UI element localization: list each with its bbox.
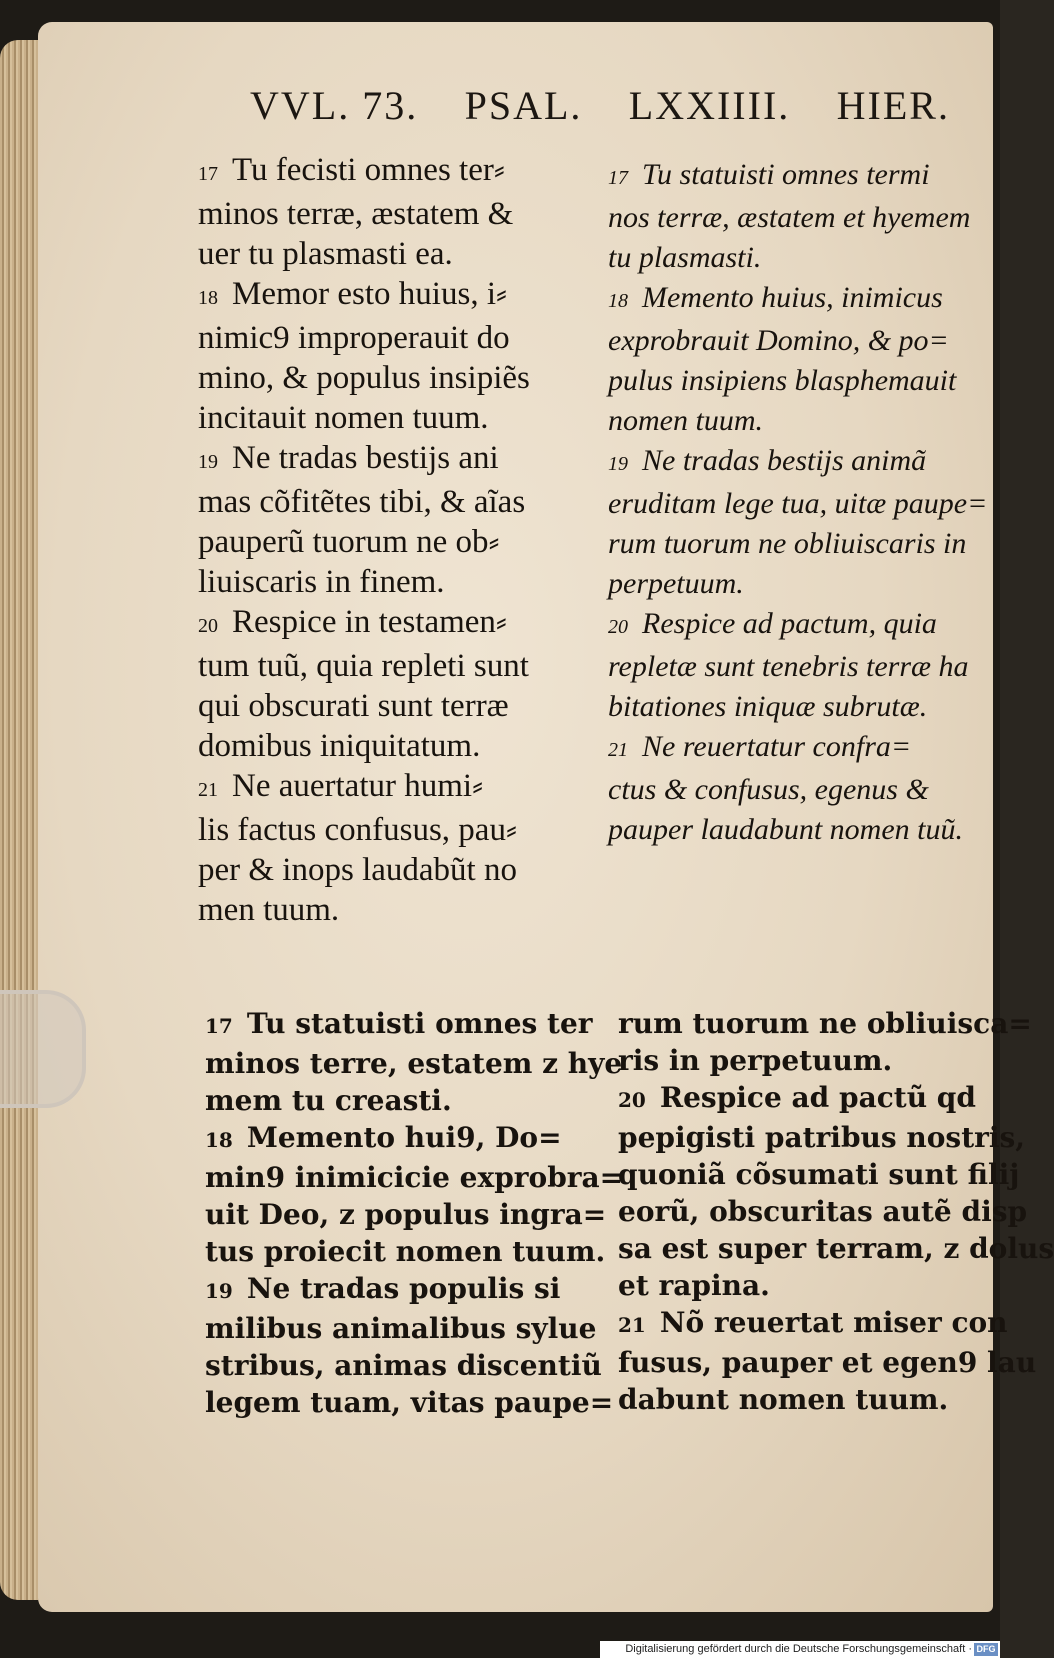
verse-line [618,1042,988,1079]
verse-line [608,647,983,687]
verse-line [205,1347,600,1384]
verse-line [205,1384,614,1421]
verse-number: 19 [205,1279,233,1303]
verse-text: minos terræ, æstatem & [198,196,514,232]
verse-line [608,484,988,524]
verse-text: uer tu plasmasti ea. [198,236,453,272]
verse [198,766,588,930]
verse-text: Ne reuertatur confra= [642,730,912,763]
verse-line [198,850,588,890]
verse-line [198,318,588,358]
verse-text: tus proiecit nomen tuum. [205,1235,606,1268]
verse [608,155,983,278]
verse-line [608,321,983,361]
verse-text: Ne tradas bestijs animã [642,444,927,477]
verse-text: sa est super terram, z dolus [618,1232,1054,1265]
verse-text: Memento huius, inimicus [642,281,943,314]
header-left: VVL. 73. [250,83,419,128]
verse-line [198,150,588,194]
verse [618,1005,1032,1079]
verse-text: Ne tradas bestijs ani [232,440,499,476]
verse-line [618,1119,1026,1156]
verse-text: milibus animalibus sylue [205,1312,597,1345]
verse-number: 19 [198,451,218,473]
header-center: PSAL. [464,83,583,128]
verse-text: Respice ad pactũ qd [659,1081,976,1114]
verse-text: eruditam lege tua, uitæ paupe= [608,487,988,520]
verse-line [618,1304,1008,1344]
verse-text: Tu statuisti omnes termi [642,158,930,191]
column-blackletter-right [618,1005,1054,1418]
verse-text: tu plasmasti. [608,241,762,274]
verse-line [198,766,588,810]
verse-line [198,398,588,438]
verse-line [608,238,983,278]
verse [608,278,983,441]
verse-number: 18 [205,1128,233,1152]
verse-line [608,441,983,484]
verse-line [205,1270,600,1310]
verse-text: eorũ, obscuritas autẽ disp [618,1195,1028,1228]
verse-text: nomen tuum. [608,404,763,437]
verse-line [198,194,588,234]
verse-line [205,1310,600,1347]
verse [608,441,988,604]
verse-text: legem tuam, vitas paupe= [205,1386,614,1419]
verse [618,1304,1037,1418]
verse-text: mino, & populus insipiẽs [198,360,530,396]
verse-text: per & inops laudabũt no [198,852,517,888]
verse-line [608,564,983,604]
verse [608,727,983,850]
verse [205,1119,624,1270]
verse-line [618,1005,1032,1042]
verse-line [608,770,983,810]
verse-line [608,401,983,441]
verse-line [608,727,983,770]
verse-text: fusus, pauper et egen9 lau [618,1346,1037,1379]
verse-text: pauperũ tuorum ne ob⸗ [198,524,500,560]
verse-number: 17 [608,167,628,189]
verse-line [618,1267,988,1304]
verse-text: stribus, animas discentiũ [205,1349,602,1382]
verse-text: lis factus confusus, pau⸗ [198,812,517,848]
verse-text: Memor esto huius, i⸗ [232,276,507,312]
verse-text: repletæ sunt tenebris terræ ha [608,650,969,683]
verse-text: perpetuum. [608,567,744,600]
dfg-logo: DFG [974,1643,998,1656]
verse-number: 20 [608,616,628,638]
page-clip [0,990,86,1108]
verse-line [608,361,983,401]
verse-line [198,602,588,646]
verse-number: 17 [198,163,218,185]
verse-text: men tuum. [198,892,340,928]
verse-text: rum tuorum ne obliuisca= [618,1007,1032,1040]
verse [205,1005,623,1119]
verse-line [198,438,588,482]
verse-text: Nõ reuertat miser con [659,1306,1008,1339]
verse-line [608,198,983,238]
verse-line [205,1233,606,1270]
verse-text: tum tuũ, quia repleti sunt [198,648,529,684]
verse-line [618,1230,1054,1267]
verse [198,602,588,766]
verse-line [205,1159,624,1196]
verse-text: quoniã cõsumati sunt filij [618,1158,1020,1191]
verse-line [205,1196,607,1233]
verse-text: minos terre, estatem z hye [205,1047,623,1080]
verse-text: Respice ad pactum, quia [642,607,937,640]
verse-line [608,278,983,321]
verse-line [198,810,588,850]
verse-line [608,524,983,564]
verse-line [618,1193,1028,1230]
verse-line [198,482,588,522]
verse-text: mas cõfitẽtes tibi, & aĩas [198,484,526,520]
verse-line [608,810,983,850]
header-right: HIER. [836,83,950,128]
header-number: LXXIIII. [628,83,791,128]
verse-line [198,890,588,930]
verse-number: 21 [608,739,628,761]
verse-line [608,687,983,727]
column-vulgate [198,150,588,930]
verse-number: 18 [198,287,218,309]
verse-line [198,562,588,602]
verse-text: Ne tradas populis si [246,1272,561,1305]
verse-text: bitationes iniquæ subrutæ. [608,690,928,723]
verse-line [618,1344,1037,1381]
verse-text: pauper laudabunt nomen tuũ. [608,813,963,846]
verse-number: 21 [198,779,218,801]
verse [198,274,588,438]
verse-number: 20 [198,615,218,637]
verse [608,604,983,727]
verse-line [198,686,588,726]
verse-text: nos terræ, æstatem et hyemem [608,201,971,234]
verse-line [198,274,588,318]
verse-line [205,1082,600,1119]
verse-text: nimic9 improperauit do [198,320,510,356]
verse [205,1270,614,1421]
verse-line [198,646,588,686]
verse-line [198,726,588,766]
verse-line [608,604,983,647]
verse-text: dabunt nomen tuum. [618,1383,949,1416]
verse-line [608,155,983,198]
verse-text: ris in perpetuum. [618,1044,893,1077]
verse-text: et rapina. [618,1269,770,1302]
verse-text: Ne auertatur humi⸗ [232,768,484,804]
verse-number: 20 [618,1088,646,1112]
verse-text: pulus insipiens blasphemauit [608,364,957,397]
verse-text: mem tu creasti. [205,1084,452,1117]
verse-number: 17 [205,1014,233,1038]
verse-text: qui obscurati sunt terræ [198,688,509,724]
verse-number: 21 [618,1313,646,1337]
verse-line [198,522,588,562]
verse-text: min9 inimicicie exprobra= [205,1161,624,1194]
verse-text: pepigisti patribus nostris, [618,1121,1026,1154]
verse-number: 18 [608,290,628,312]
verse-text: exprobrauit Domino, & po= [608,324,949,357]
verse-line [198,234,588,274]
verse-line [205,1005,600,1045]
verse-text: domibus iniquitatum. [198,728,481,764]
verse [198,438,588,602]
verse [198,150,588,274]
column-hieronymus [608,155,988,850]
verse-line [618,1381,988,1418]
verse-text: Respice in testamen⸗ [232,604,507,640]
verse-text: ctus & confusus, egenus & [608,773,929,806]
verse-line [198,358,588,398]
verse-line [618,1079,988,1119]
verse-text: Memento hui9, Do= [246,1121,562,1154]
running-header [250,82,950,129]
verse-line [618,1156,1020,1193]
verse-line [205,1045,623,1082]
verse [618,1079,1054,1304]
verse-text: Tu fecisti omnes ter⸗ [232,152,505,188]
verse-number: 19 [608,453,628,475]
verse-text: Tu statuisti omnes ter [246,1007,593,1040]
digitization-credit: Digitalisierung gefördert durch die Deutsche Forschungsgemeinschaft · [600,1641,1000,1658]
column-blackletter-left [205,1005,624,1421]
verse-line [205,1119,600,1159]
verse-text: liuiscaris in finem. [198,564,445,600]
verse-text: incitauit nomen tuum. [198,400,489,436]
verse-text: uit Deo, z populus ingra= [205,1198,607,1231]
verse-text: rum tuorum ne obliuiscaris in [608,527,967,560]
